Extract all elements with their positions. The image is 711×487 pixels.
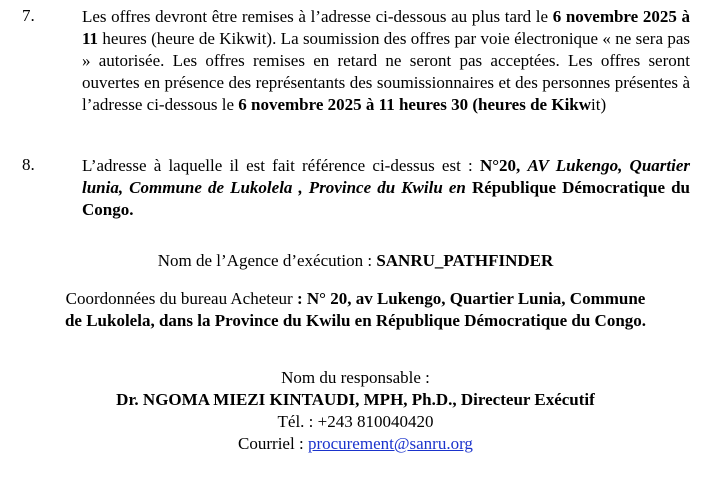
buyer-label: Coordonnées du bureau Acheteur (65, 289, 297, 308)
responsible-name-line (0, 389, 711, 411)
clause-8-text-part1: L’adresse à laquelle il est fait référence ci-dessus est : (82, 156, 480, 175)
buyer-value-line2: de Lukolela, dans la Province du Kwilu en République Démocratique du Congo. (64, 311, 647, 330)
agency-block (0, 250, 711, 272)
buyer-line-1 (0, 288, 711, 310)
clause-7-text-part3: it) (591, 95, 607, 114)
buyer-block (0, 288, 711, 332)
buyer-line-2 (0, 310, 711, 332)
responsible-email-label: Courriel : (238, 434, 308, 453)
clause-8-address: AV Lukengo, Quartier lunia, Commune de Lukolela , Province du Kwilu en (82, 156, 691, 197)
clause-7-text-part2: heures (heure de Kikwit). La soumission des offres par voie électronique « ne sera pas » autorisée. Les offres remises en retard ne seront pas acceptées. Les offres seront ouvertes en présence des représentants des soumissionnaires et des personnes présentes à l’adresse ci-dessous le (82, 29, 690, 114)
clause-8-address-number: N°20, (479, 156, 528, 175)
responsible-email-line (0, 433, 711, 455)
clause-8-country: République Démocratique du Congo. (82, 178, 690, 219)
buyer-value-line1: : N° 20, av Lukengo, Quartier Lunia, Commune (296, 289, 646, 308)
clause-8-number: 8. (22, 155, 35, 174)
agency-label: Nom de l’Agence d’exécution : (157, 251, 377, 270)
clause-7-opening-time: 6 novembre 2025 à 11 heures 30 (heures de Kikw (238, 95, 592, 114)
clause-7-number: 7. (22, 6, 35, 25)
responsible-email-link[interactable]: procurement@sanru.org (307, 434, 473, 453)
responsible-block (0, 367, 711, 455)
responsible-name: Dr. NGOMA MIEZI KINTAUDI, MPH, Ph.D., Directeur Exécutif (116, 390, 595, 409)
responsible-label: Nom du responsable : (281, 368, 430, 387)
clause-8-text (82, 155, 690, 221)
clause-7-text-part1: Les offres devront être remises à l’adresse ci-dessous au plus tard le (82, 7, 553, 26)
agency-line (0, 250, 711, 272)
responsible-phone: Tél. : +243 810040420 (277, 412, 434, 431)
agency-value: SANRU_PATHFINDER (376, 251, 554, 270)
clause-7-text (82, 6, 690, 116)
clause-7-deadline: 6 novembre 2025 à 11 (82, 7, 690, 48)
